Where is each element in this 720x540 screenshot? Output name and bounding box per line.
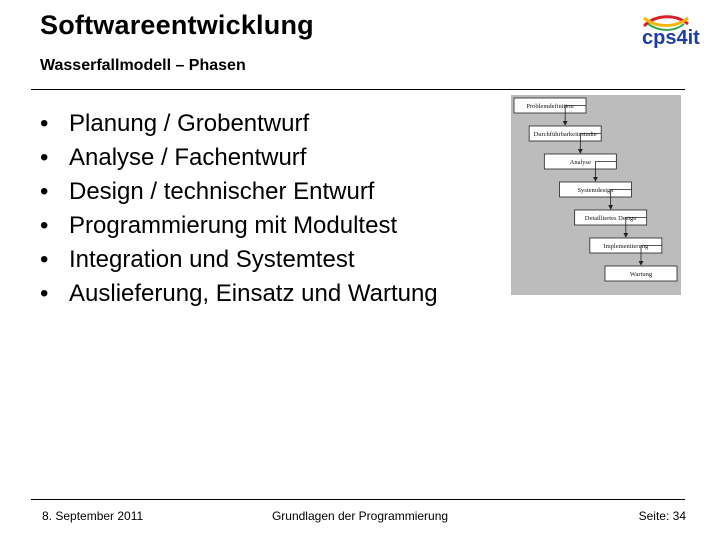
waterfall-step-label: Systemdesign [577,187,614,194]
list-item-text: Auslieferung, Einsatz und Wartung [69,280,438,307]
footer-divider [31,499,685,500]
waterfall-step-label: Implementierung [603,243,649,250]
bullet-icon: • [40,280,49,307]
list-item-text: Planung / Grobentwurf [69,110,310,137]
slide-title: Softwareentwicklung [40,10,314,40]
waterfall-step-label: Durchführbarkeitsstudie [533,131,597,138]
slide-subtitle: Wasserfallmodell – Phasen [40,57,246,74]
list-item-text: Design / technischer Entwurf [69,178,375,205]
waterfall-step-label: Analyse [569,159,591,166]
list-item [40,141,438,175]
list-item [40,277,438,311]
logo-text: cps4it [642,27,700,49]
bullet-icon: • [40,110,49,137]
waterfall-step [605,266,677,281]
bullet-icon: • [40,178,49,205]
footer-title: Grundlagen der Programmierung [271,509,449,523]
waterfall-diagram [511,95,681,295]
waterfall-step-label: Problemdefinition [526,103,574,110]
waterfall-step-label: Wartung [629,271,653,278]
list-item-text: Programmierung mit Modultest [69,212,398,239]
bullet-icon: • [40,246,49,273]
footer-date: 8. September 2011 [42,509,144,523]
phase-list [40,107,438,311]
list-item-text: Integration und Systemtest [69,246,355,273]
waterfall-step-label: Detailliertes Design [584,215,637,222]
waterfall-diagram-svg [511,95,681,295]
list-item [40,107,438,141]
header-divider [31,89,685,90]
footer-page-number: Seite: 34 [638,509,686,523]
list-item [40,243,438,277]
list-item [40,175,438,209]
list-item-text: Analyse / Fachentwurf [69,144,307,171]
bullet-icon: • [40,144,49,171]
bullet-icon: • [40,212,49,239]
list-item [40,209,438,243]
